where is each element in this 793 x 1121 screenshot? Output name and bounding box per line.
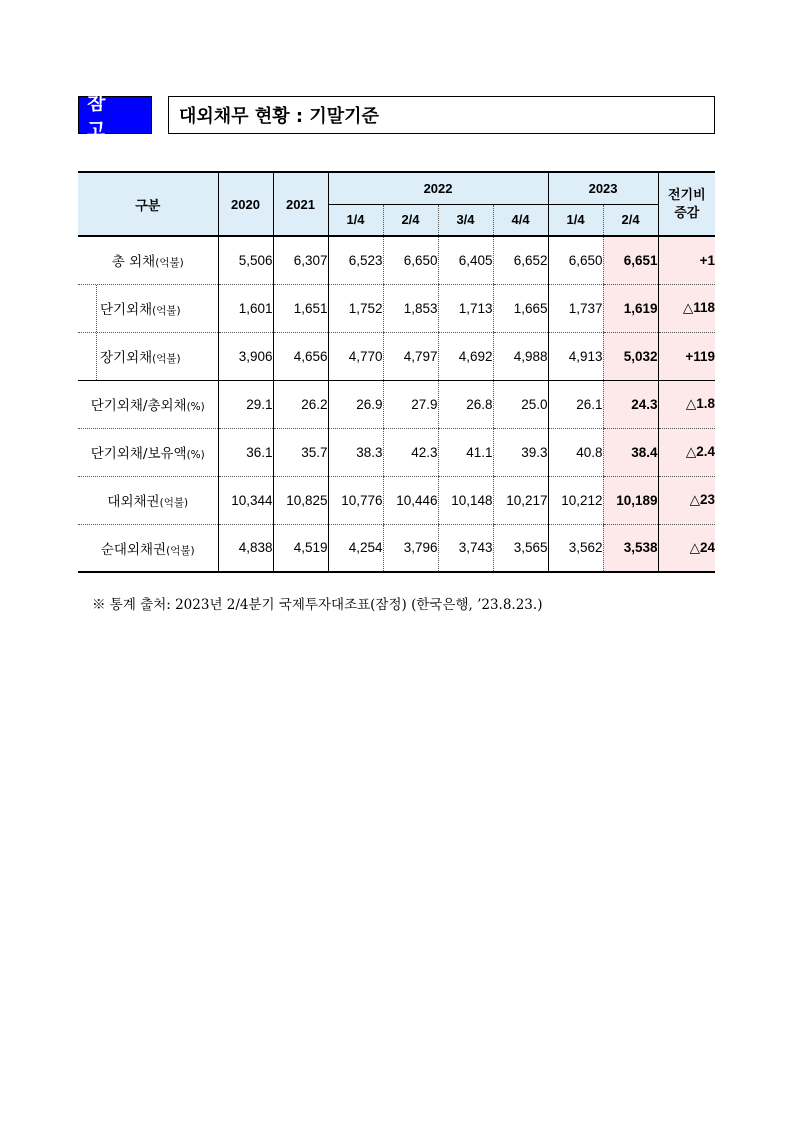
cell-value: 4,254 — [328, 524, 383, 572]
header-change-line1: 전기비 — [667, 187, 706, 202]
table-row — [78, 476, 715, 524]
cell-value: 35.7 — [273, 428, 328, 476]
header-q1-2022: 1/4 — [328, 204, 383, 236]
table-row — [78, 380, 715, 428]
cell-change: +119 — [658, 332, 715, 380]
cell-change: +1 — [658, 236, 715, 284]
cell-value: 4,692 — [438, 332, 493, 380]
section-title: 대외채무 현황 : 기말기준 — [168, 96, 715, 134]
row-label-text: 대외채권 — [107, 494, 160, 510]
row-label — [78, 524, 218, 572]
cell-value: 5,506 — [218, 236, 273, 284]
row-label-text: 순대외채권 — [100, 541, 167, 558]
cell-value: 25.0 — [493, 380, 548, 428]
cell-value: 26.2 — [273, 380, 328, 428]
cell-value: 10,148 — [438, 476, 493, 524]
cell-value: 1,713 — [438, 284, 493, 332]
cell-value: 1,601 — [218, 284, 273, 332]
row-unit: (억불) — [152, 353, 181, 365]
header-q1-2023: 1/4 — [548, 204, 603, 236]
row-label-text: 단기외채 — [100, 302, 153, 318]
row-label — [78, 284, 218, 332]
cell-value: 6,650 — [548, 236, 603, 284]
cell-value: 1,752 — [328, 284, 383, 332]
table-row — [78, 332, 715, 380]
cell-value: 27.9 — [383, 380, 438, 428]
cell-value: 6,307 — [273, 236, 328, 284]
cell-value: 1,619 — [603, 284, 658, 332]
cell-value: 6,523 — [328, 236, 383, 284]
row-unit: (%) — [186, 449, 205, 461]
cell-value: 3,562 — [548, 524, 603, 572]
cell-value: 1,737 — [548, 284, 603, 332]
cell-value: 36.1 — [218, 428, 273, 476]
cell-value: 26.9 — [328, 380, 383, 428]
cell-value: 6,650 — [383, 236, 438, 284]
cell-value: 5,032 — [603, 332, 658, 380]
cell-value: 3,906 — [218, 332, 273, 380]
header-q2-2022: 2/4 — [383, 204, 438, 236]
cell-value: 38.4 — [603, 428, 658, 476]
header-year-2022: 2022 — [328, 172, 548, 204]
row-unit: (억불) — [159, 497, 189, 509]
cell-value: 6,405 — [438, 236, 493, 284]
cell-value: 10,212 — [548, 476, 603, 524]
cell-change: △24 — [658, 524, 715, 572]
cell-value: 4,988 — [493, 332, 548, 380]
row-unit: (억불) — [166, 544, 195, 557]
cell-change: △2.4 — [658, 428, 715, 476]
header-year-2023: 2023 — [548, 172, 658, 204]
cell-value: 38.3 — [328, 428, 383, 476]
cell-value: 41.1 — [438, 428, 493, 476]
row-label-text: 단기외채/보유액 — [90, 446, 187, 462]
header-year-2021: 2021 — [273, 172, 328, 236]
cell-value: 6,651 — [603, 236, 658, 284]
cell-value: 24.3 — [603, 380, 658, 428]
table-row — [78, 236, 715, 284]
row-unit: (억불) — [155, 257, 184, 270]
cell-value: 4,656 — [273, 332, 328, 380]
table-row — [78, 284, 715, 332]
cell-value: 10,189 — [603, 476, 658, 524]
row-label-text: 장기외채 — [100, 350, 153, 366]
row-label — [78, 476, 218, 524]
cell-value: 4,913 — [548, 332, 603, 380]
header-change-line2: 증감 — [674, 205, 700, 220]
source-footnote: ※ 통계 출처: 2023년 2/4분기 국제투자대조표(잠정) (한국은행, ’23.8.23.) — [92, 597, 543, 613]
cell-value: 10,776 — [328, 476, 383, 524]
cell-value: 3,538 — [603, 524, 658, 572]
header-q2-2023: 2/4 — [603, 204, 658, 236]
row-label — [78, 380, 218, 428]
cell-value: 26.1 — [548, 380, 603, 428]
cell-value: 10,825 — [273, 476, 328, 524]
row-label — [78, 428, 218, 476]
row-label — [78, 332, 218, 380]
cell-value: 1,665 — [493, 284, 548, 332]
cell-value: 3,796 — [383, 524, 438, 572]
cell-value: 1,651 — [273, 284, 328, 332]
reference-badge: 참 고 — [78, 96, 152, 134]
cell-value: 26.8 — [438, 380, 493, 428]
indent-guide — [96, 333, 97, 380]
header-category: 구분 — [78, 172, 218, 236]
cell-value: 6,652 — [493, 236, 548, 284]
header-year-2020: 2020 — [218, 172, 273, 236]
cell-value: 1,853 — [383, 284, 438, 332]
table-row — [78, 428, 715, 476]
cell-value: 4,770 — [328, 332, 383, 380]
table-row — [78, 524, 715, 572]
cell-change: △1.8 — [658, 380, 715, 428]
row-unit: (%) — [186, 401, 205, 413]
header-change — [658, 172, 715, 236]
cell-value: 29.1 — [218, 380, 273, 428]
row-unit: (억불) — [152, 305, 181, 317]
external-debt-table — [78, 171, 715, 573]
cell-value: 4,838 — [218, 524, 273, 572]
cell-value: 10,344 — [218, 476, 273, 524]
cell-value: 42.3 — [383, 428, 438, 476]
row-label — [78, 236, 218, 284]
cell-value: 3,743 — [438, 524, 493, 572]
cell-value: 10,446 — [383, 476, 438, 524]
cell-value: 10,217 — [493, 476, 548, 524]
row-label-text: 단기외채/총외채 — [90, 398, 187, 414]
header-q3-2022: 3/4 — [438, 204, 493, 236]
cell-value: 4,797 — [383, 332, 438, 380]
cell-value: 4,519 — [273, 524, 328, 572]
cell-value: 3,565 — [493, 524, 548, 572]
header-q4-2022: 4/4 — [493, 204, 548, 236]
section-header — [78, 92, 715, 141]
indent-guide — [96, 285, 97, 332]
row-label-text: 총 외채 — [111, 254, 156, 271]
cell-value: 40.8 — [548, 428, 603, 476]
cell-value: 39.3 — [493, 428, 548, 476]
cell-change: △118 — [658, 284, 715, 332]
cell-change: △23 — [658, 476, 715, 524]
